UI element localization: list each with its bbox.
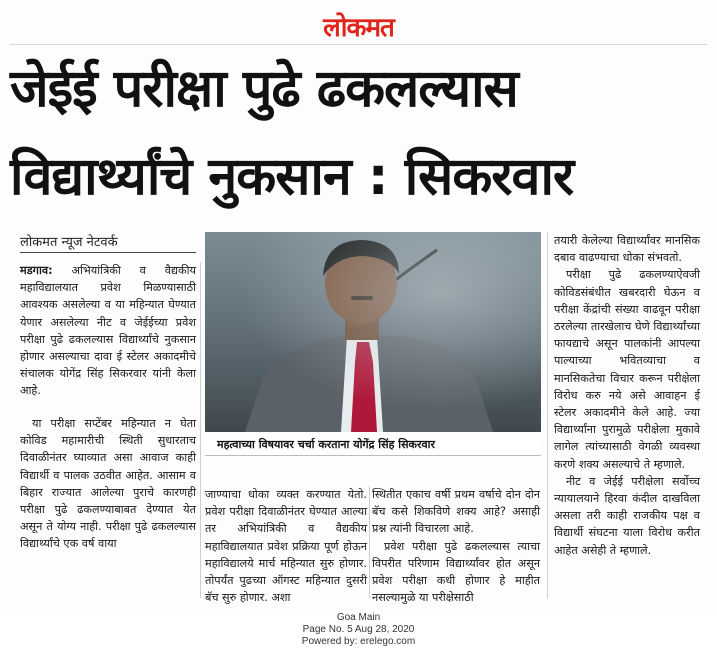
article-paragraph: या परीक्षा सप्टेंबर महिन्यात न घेता कोविड महामारीची स्थिती सुधारताच दिवाळीनंतर घ्याव्यात असा आवाज काही विद्यार्थी व पालक उठवीत आहेत. आसाम व बिहार राज्यात आलेल्या पुराचे कारणही परीक्षा पुढे ढकलण्याबाबत देण्यात येत असून ते योग्य नाही. परीक्षा पुढे ढकलल्यास विद्यार्थ्यांचे एक वर्ष वाया bbox=[20, 417, 196, 551]
article-paragraph: नीट व जेईई परीक्षेला सर्वोच्च न्यायालयाने हिरवा कंदील दाखविला असला तरी काही राजकीय पक्ष व विद्यार्थी संघटना याला विरोध करीत आहेत असेही ते म्हणाले. bbox=[554, 474, 700, 557]
dateline: मडगाव: bbox=[20, 264, 53, 277]
column-divider bbox=[547, 232, 548, 598]
article-column-2 bbox=[205, 486, 367, 606]
article-column-4 bbox=[554, 232, 700, 559]
article-paragraph: स्थितीत एकाच वर्षी प्रथम वर्षाचे दोन दोन बॅच कसे शिकविणे शक्य आहे? असाही प्रश्न त्यांनी विचारला आहे. bbox=[372, 488, 540, 536]
article-text: अभियांत्रिकी व वैद्यकीय महाविद्यालयात प्रवेश मिळण्यासाठी आवश्यक असलेल्या व या महिन्यात घेण्यात येणार असलेल्या नीट व जेईईच्या प्रवेश परीक्षा पुढे ढकलल्यास विद्यार्थ्यांचे नुकसान होणार असल्याचा दावा ई स्टेलर अकादमीचे संचालक योगेंद्र सिंह सिकरवार यांनी केला आहे. bbox=[20, 264, 196, 398]
masthead-divider bbox=[10, 44, 707, 45]
photo-caption: महत्वाच्या विषयावर चर्चा करताना योगेंद्र सिंह सिकरवार bbox=[205, 434, 541, 456]
edition-label: Goa Main bbox=[336, 612, 381, 623]
column-divider bbox=[200, 262, 201, 598]
article-column-3 bbox=[372, 486, 540, 606]
article-column-1 bbox=[20, 262, 196, 400]
masthead-logo: लोकमत bbox=[323, 13, 394, 43]
headline-line-1: जेईई परीक्षा पुढे ढकलल्यास bbox=[10, 59, 518, 119]
headline-line-2: विद्यार्थ्यांचे नुकसान : सिकरवार bbox=[10, 147, 574, 207]
article-paragraph: प्रवेश परीक्षा पुढे ढकलल्यास त्याचा विपरीत परिणाम विद्यार्थ्यांवर होत असून प्रवेश परीक्षा कधी होणार हे माहीत नसल्यामुळे या परीक्षेसाठी bbox=[372, 539, 540, 605]
page-info: Page No. 5 Aug 28, 2020 bbox=[302, 624, 415, 635]
byline-divider bbox=[20, 252, 196, 253]
byline: लोकमत न्यूज नेटवर्क bbox=[20, 235, 118, 250]
powered-by: Powered by: erelego.com bbox=[301, 636, 416, 647]
column-divider bbox=[369, 486, 370, 598]
article-paragraph bbox=[20, 262, 196, 400]
article-paragraph: परीक्षा पुढे ढकलण्याऐवजी कोविडसंबंधीत खबरदारी घेऊन व परीक्षा केंद्रांची संख्या वाढवून परीक्षा ठरलेल्या तारखेलाच घेणे विद्यार्थ्यांच्या फायद्याचे असून पालकांनी आपल्या पाल्याच्या भवितव्याचा व मानसिकतेचा विचार करून परीक्षेला विरोध करु नये असे आवाहन ई स्टेलर अकादमीने केले आहे. ज्या विद्यार्थ्यांना पुरामुळे परीक्षेला मुकावे लागेल त्यांच्यासाठी वेगळी व्यवस्था करणे शक्य असल्याचे ते म्हणाले. bbox=[554, 268, 700, 471]
article-paragraph: जाण्याचा धोका व्यक्त करण्यात येतो. प्रवेश परीक्षा दिवाळीनंतर घेण्यात आल्या तर अभियांत्रिकी व वैद्यकीय महाविद्यालयात प्रवेश प्रक्रिया पूर्ण होऊन महाविद्यालये मार्च महिन्यात सुरु होणार. तोपर्यंत पुढच्या ऑगस्ट महिन्यात दुसरी बॅच सुरु होणार. अशा bbox=[205, 488, 367, 605]
article-column-1-continued bbox=[20, 415, 196, 553]
article-paragraph: तयारी केलेल्या विद्यार्थ्यांवर मानसिक दबाव वाढण्याचा धोका संभवतो. bbox=[554, 234, 700, 265]
speaker-photo bbox=[205, 232, 541, 432]
